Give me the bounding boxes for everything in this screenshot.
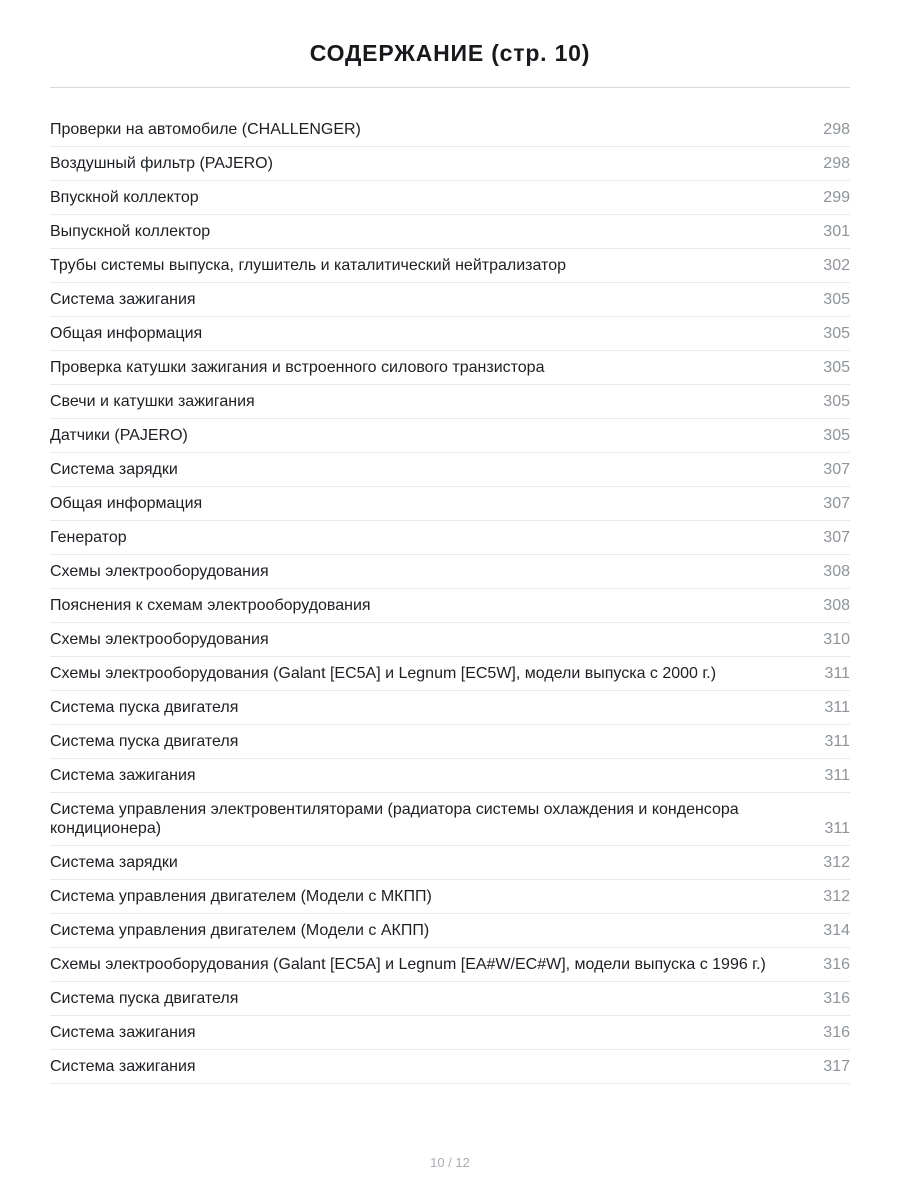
toc-entry-page-number: 316 xyxy=(823,956,850,973)
toc-row[interactable] xyxy=(50,725,850,759)
toc-entry-page-number: 308 xyxy=(823,597,850,614)
toc-row[interactable] xyxy=(50,657,850,691)
toc-row[interactable] xyxy=(50,1050,850,1084)
toc-entry-label: Схемы электрооборудования xyxy=(50,631,269,648)
toc-row[interactable] xyxy=(50,215,850,249)
toc-entry-label: Проверка катушки зажигания и встроенного силового транзистора xyxy=(50,359,545,376)
toc-entry-label: Система зажигания xyxy=(50,1024,196,1041)
toc-row[interactable] xyxy=(50,385,850,419)
toc-entry-page-number: 308 xyxy=(823,563,850,580)
page-indicator: 10 / 12 xyxy=(430,1155,470,1170)
toc-row[interactable] xyxy=(50,793,850,846)
toc-row[interactable] xyxy=(50,453,850,487)
toc-row[interactable] xyxy=(50,759,850,793)
toc-entry-label: Генератор xyxy=(50,529,127,546)
page-title: СОДЕРЖАНИЕ (стр. 10) xyxy=(50,0,850,88)
toc-entry-page-number: 307 xyxy=(823,495,850,512)
toc-entry-label: Общая информация xyxy=(50,325,203,342)
toc-entry-label: Схемы электрооборудования (Galant [EC5A] и Legnum [EC5W], модели выпуска с 2000 г.) xyxy=(50,665,717,682)
toc-row[interactable] xyxy=(50,589,850,623)
toc-entry-page-number: 312 xyxy=(823,888,850,905)
toc-row[interactable] xyxy=(50,914,850,948)
toc-entry-page-number: 316 xyxy=(823,1024,850,1041)
toc-entry-page-number: 311 xyxy=(824,699,850,716)
toc-row[interactable] xyxy=(50,521,850,555)
toc-entry-label: Система пуска двигателя xyxy=(50,733,239,750)
toc-entry-label: Система зажигания xyxy=(50,1058,196,1075)
toc-entry-label: Система зажигания xyxy=(50,767,196,784)
toc-entry-page-number: 305 xyxy=(823,291,850,308)
toc-row[interactable] xyxy=(50,487,850,521)
toc-entry-page-number: 311 xyxy=(824,665,850,682)
toc-row[interactable] xyxy=(50,948,850,982)
toc-entry-page-number: 312 xyxy=(823,854,850,871)
toc-entry-label: Система пуска двигателя xyxy=(50,699,239,716)
toc-row[interactable] xyxy=(50,691,850,725)
toc-entry-page-number: 305 xyxy=(823,393,850,410)
toc-entry-page-number: 316 xyxy=(823,990,850,1007)
toc-entry-label: Схемы электрооборудования (Galant [EC5A] и Legnum [EA#W/EC#W], модели выпуска с 1996 г.) xyxy=(50,956,766,973)
toc-row[interactable] xyxy=(50,555,850,589)
toc-entry-page-number: 311 xyxy=(824,733,850,750)
toc-entry-label: Трубы системы выпуска, глушитель и каталитический нейтрализатор xyxy=(50,257,566,274)
toc-entry-page-number: 311 xyxy=(824,820,850,837)
toc-entry-label: Схемы электрооборудования xyxy=(50,563,269,580)
toc-entry-page-number: 302 xyxy=(823,257,850,274)
toc-entry-label: Датчики (PAJERO) xyxy=(50,427,188,444)
toc-entry-label: Свечи и катушки зажигания xyxy=(50,393,255,410)
toc-entry-label: Пояснения к схемам электрооборудования xyxy=(50,597,371,614)
toc-entry-page-number: 310 xyxy=(823,631,850,648)
toc-entry-page-number: 305 xyxy=(823,359,850,376)
toc-entry-label: Система зарядки xyxy=(50,461,178,478)
toc-entry-page-number: 317 xyxy=(823,1058,850,1075)
toc-entry-label: Воздушный фильтр (PAJERO) xyxy=(50,155,273,172)
toc-entry-page-number: 298 xyxy=(823,121,850,138)
toc-row[interactable] xyxy=(50,249,850,283)
toc-row[interactable] xyxy=(50,113,850,147)
toc-entry-page-number: 305 xyxy=(823,325,850,342)
toc-entry-label: Проверки на автомобиле (CHALLENGER) xyxy=(50,121,361,138)
toc-row[interactable] xyxy=(50,982,850,1016)
toc-entry-label: Система управления двигателем (Модели с МКПП) xyxy=(50,888,432,905)
toc-entry-page-number: 298 xyxy=(823,155,850,172)
toc-entry-page-number: 299 xyxy=(823,189,850,206)
toc-row[interactable] xyxy=(50,419,850,453)
toc-entry-label: Впускной коллектор xyxy=(50,189,199,206)
toc-entry-label: Выпускной коллектор xyxy=(50,223,211,240)
toc-row[interactable] xyxy=(50,1016,850,1050)
toc-entry-page-number: 307 xyxy=(823,529,850,546)
toc-entry-page-number: 314 xyxy=(823,922,850,939)
toc-entry-label: Система зарядки xyxy=(50,854,178,871)
toc-list xyxy=(50,113,850,1084)
toc-entry-page-number: 311 xyxy=(824,767,850,784)
toc-entry-label: Система управления электровентиляторами (радиатора системы охлаждения и конденсора кондиционера) xyxy=(50,801,739,837)
toc-entry-page-number: 307 xyxy=(823,461,850,478)
toc-entry-label: Система управления двигателем (Модели с АКПП) xyxy=(50,922,430,939)
toc-row[interactable] xyxy=(50,880,850,914)
toc-row[interactable] xyxy=(50,181,850,215)
toc-row[interactable] xyxy=(50,351,850,385)
toc-row[interactable] xyxy=(50,147,850,181)
toc-entry-page-number: 305 xyxy=(823,427,850,444)
toc-entry-page-number: 301 xyxy=(823,223,850,240)
toc-row[interactable] xyxy=(50,846,850,880)
toc-entry-label: Система зажигания xyxy=(50,291,196,308)
toc-row[interactable] xyxy=(50,283,850,317)
toc-entry-label: Общая информация xyxy=(50,495,203,512)
toc-row[interactable] xyxy=(50,623,850,657)
toc-entry-label: Система пуска двигателя xyxy=(50,990,239,1007)
toc-row[interactable] xyxy=(50,317,850,351)
